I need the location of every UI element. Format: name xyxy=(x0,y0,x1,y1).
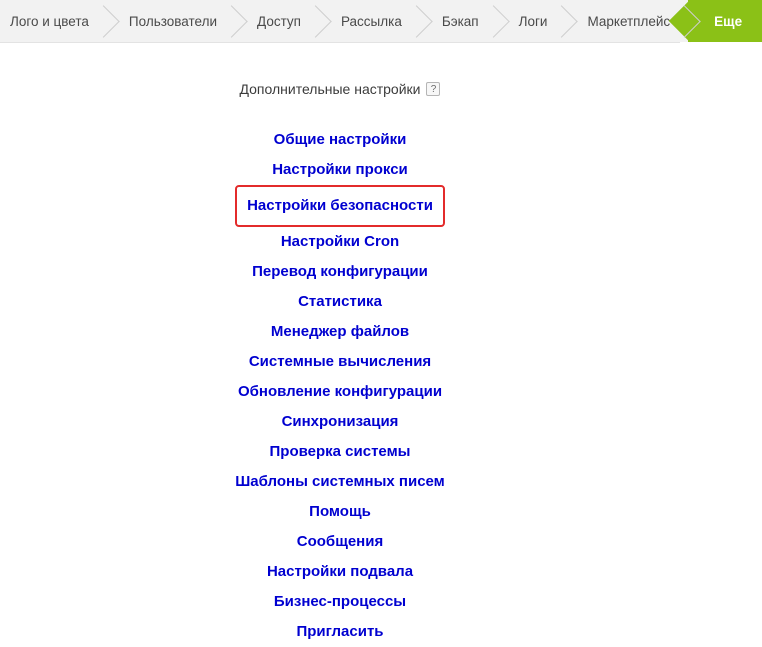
list-item xyxy=(0,155,680,185)
help-icon[interactable]: ? xyxy=(426,82,440,96)
list-item xyxy=(0,527,680,557)
breadcrumb-item-3[interactable] xyxy=(319,0,420,42)
list-item xyxy=(0,317,680,347)
breadcrumb-nav xyxy=(0,0,743,43)
settings-link-5[interactable]: Статистика xyxy=(298,293,382,310)
settings-link-6[interactable]: Менеджер файлов xyxy=(270,323,410,340)
settings-link-0[interactable]: Общие настройки xyxy=(273,131,407,148)
settings-link-4[interactable]: Перевод конфигурации xyxy=(252,263,428,280)
breadcrumb-item-4[interactable] xyxy=(420,0,497,42)
page-title xyxy=(240,81,441,97)
settings-link-10[interactable]: Проверка системы xyxy=(269,443,411,460)
breadcrumb-item-label: Пользователи xyxy=(128,13,218,29)
breadcrumb-item-label: Логи xyxy=(518,13,548,29)
breadcrumb-item-label: Рассылка xyxy=(340,13,402,29)
list-item xyxy=(0,617,680,647)
settings-link-9[interactable]: Синхронизация xyxy=(281,413,399,430)
list-item xyxy=(0,125,680,155)
breadcrumb-item-7[interactable] xyxy=(688,0,762,42)
settings-link-3[interactable]: Настройки Cron xyxy=(280,233,400,250)
settings-link-list xyxy=(0,125,680,647)
list-item xyxy=(0,185,680,227)
breadcrumb-item-label: Лого и цвета xyxy=(10,13,89,29)
main-content xyxy=(0,43,680,647)
settings-link-11[interactable]: Шаблоны системных писем xyxy=(235,473,445,490)
list-item xyxy=(0,407,680,437)
breadcrumb-item-0[interactable] xyxy=(0,0,107,42)
settings-link-2[interactable]: Настройки безопасности xyxy=(235,185,445,227)
settings-link-1[interactable]: Настройки прокси xyxy=(272,161,408,178)
list-item xyxy=(0,587,680,617)
settings-link-7[interactable]: Системные вычисления xyxy=(248,353,432,370)
list-item xyxy=(0,287,680,317)
breadcrumb-item-label: Доступ xyxy=(257,13,301,29)
settings-link-15[interactable]: Бизнес-процессы xyxy=(273,593,407,610)
list-item xyxy=(0,227,680,257)
settings-link-16[interactable]: Пригласить xyxy=(296,623,384,640)
settings-link-14[interactable]: Настройки подвала xyxy=(266,563,414,580)
list-item xyxy=(0,557,680,587)
settings-link-8[interactable]: Обновление конфигурации xyxy=(237,383,443,400)
breadcrumb-item-1[interactable] xyxy=(107,0,235,42)
breadcrumb-item-label: Бэкап xyxy=(441,13,479,29)
settings-link-13[interactable]: Сообщения xyxy=(296,533,384,550)
breadcrumb-item-label: Маркетплейс xyxy=(587,13,671,29)
breadcrumb-item-label: Еще xyxy=(714,13,743,29)
list-item xyxy=(0,437,680,467)
page-title-label: Дополнительные настройки xyxy=(239,81,421,97)
list-item xyxy=(0,257,680,287)
settings-link-12[interactable]: Помощь xyxy=(309,503,371,520)
breadcrumb-item-5[interactable] xyxy=(497,0,566,42)
list-item xyxy=(0,377,680,407)
list-item xyxy=(0,347,680,377)
list-item xyxy=(0,467,680,497)
list-item xyxy=(0,497,680,527)
breadcrumb-item-2[interactable] xyxy=(235,0,319,42)
